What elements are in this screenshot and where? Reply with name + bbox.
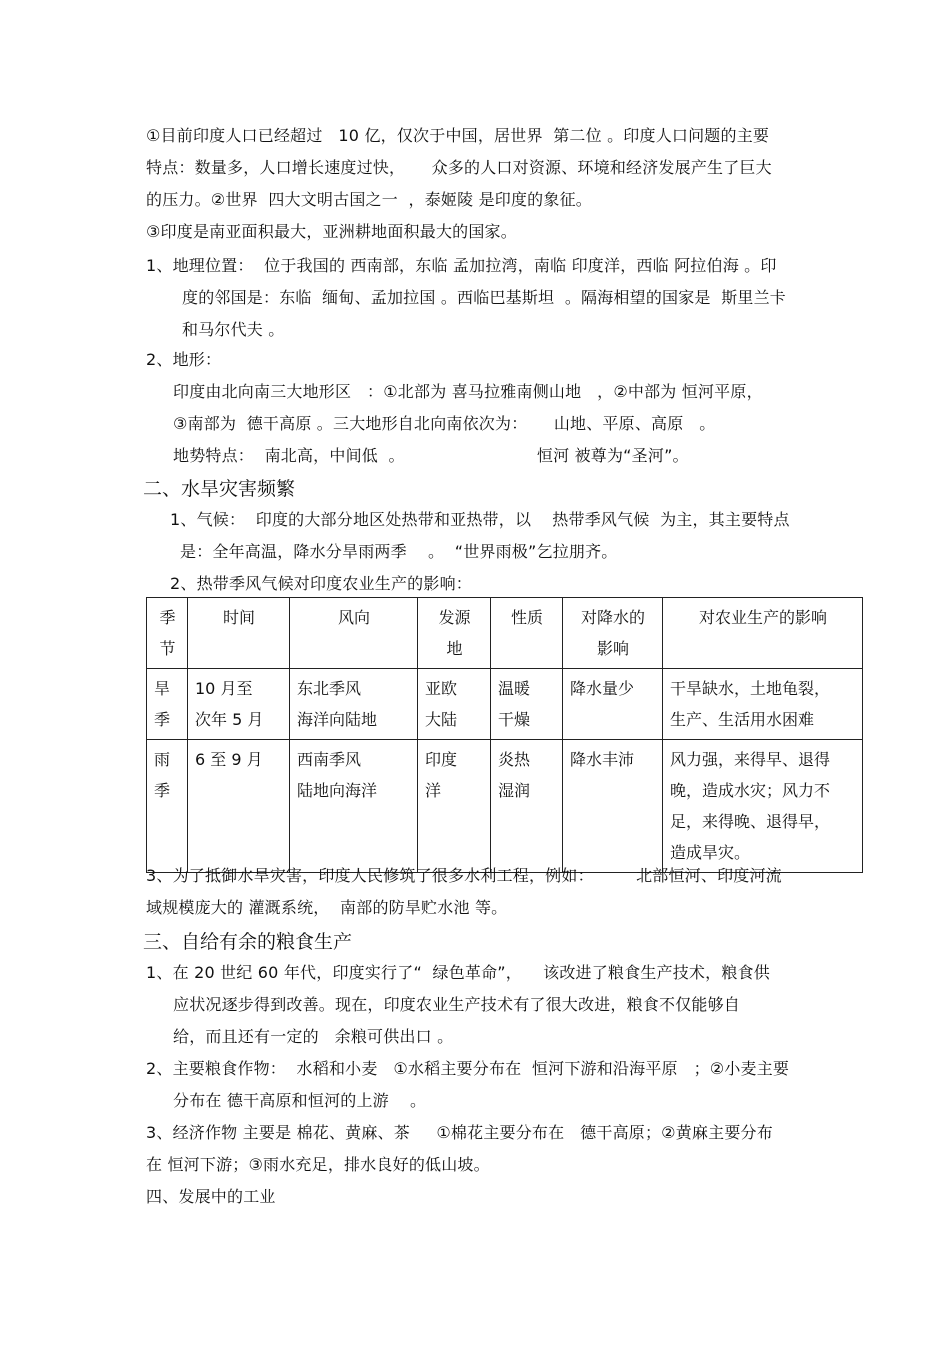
header-time: 时间 bbox=[188, 598, 290, 669]
cell-wind: 西南季风 陆地向海洋 bbox=[290, 740, 418, 873]
table-row bbox=[147, 740, 863, 873]
food-p2-line-2: 分布在 德干高原和恒河的上游 。 bbox=[173, 1091, 427, 1110]
climate-line-2: 是：全年高温，降水分旱雨两季 。 “世界雨极”乞拉朋齐。 bbox=[180, 542, 618, 561]
cell-time: 6 至 9 月 bbox=[188, 740, 290, 873]
terrain-line-1: 2、地形： bbox=[146, 350, 222, 369]
cell-rain-effect: 降水丰沛 bbox=[563, 740, 663, 873]
section-heading-3: 三、自给有余的粮食生产 bbox=[143, 931, 353, 953]
irrigation-line-2: 域规模庞大的 灌溉系统， 南部的防旱贮水池 等。 bbox=[146, 898, 508, 917]
header-wind: 风向 bbox=[290, 598, 418, 669]
food-p1-line-1: 1、在 20 世纪 60 年代，印度实行了“ 绿色革命”， 该改进了粮食生产技术，粮食供 bbox=[146, 963, 770, 982]
header-origin: 发源 地 bbox=[418, 598, 491, 669]
section-heading-4: 四、发展中的工业 bbox=[146, 1187, 276, 1206]
section-heading-2: 二、水旱灾害频繁 bbox=[143, 478, 296, 500]
header-agri-effect: 对农业生产的影响 bbox=[663, 598, 863, 669]
food-p3-line-2: 在 恒河下游；③雨水充足，排水良好的低山坡。 bbox=[146, 1155, 490, 1174]
climate-line-3: 2、热带季风气候对印度农业生产的影响： bbox=[170, 574, 472, 593]
header-nature: 性质 bbox=[491, 598, 563, 669]
intro-line-1: ①目前印度人口已经超过 10 亿，仅次于中国，居世界 第二位 。印度人口问题的主要 bbox=[146, 126, 770, 145]
intro-line-3: 的压力。②世界 四大文明古国之一 ，泰姬陵 是印度的象征。 bbox=[146, 190, 592, 209]
food-p2-line-1: 2、主要粮食作物： 水稻和小麦 ①水稻主要分布在 恒河下游和沿海平原 ；②小麦主要 bbox=[146, 1059, 790, 1078]
terrain-line-4: 地势特点： 南北高，中间低 。 恒河 被尊为“圣河”。 bbox=[173, 446, 689, 465]
cell-season: 雨 季 bbox=[147, 740, 188, 873]
header-rain-effect: 对降水的 影响 bbox=[563, 598, 663, 669]
food-p3-line-1: 3、经济作物 主要是 棉花、黄麻、茶 ①棉花主要分布在 德干高原；②黄麻主要分布 bbox=[146, 1123, 773, 1142]
table-header-row bbox=[147, 598, 863, 669]
terrain-line-2: 印度由北向南三大地形区 ：①北部为 喜马拉雅南侧山地 ，②中部为 恒河平原， bbox=[173, 382, 763, 401]
cell-origin: 亚欧 大陆 bbox=[418, 669, 491, 740]
location-line-3: 和马尔代夫 。 bbox=[182, 320, 285, 339]
location-line-2: 度的邻国是：东临 缅甸、孟加拉国 。西临巴基斯坦 。隔海相望的国家是 斯里兰卡 bbox=[182, 288, 787, 307]
terrain-line-3: ③南部为 德干高原 。三大地形自北向南依次为： 山地、平原、高原 。 bbox=[173, 414, 716, 433]
food-p1-line-3: 给，而且还有一定的 余粮可供出口 。 bbox=[173, 1027, 454, 1046]
monsoon-table bbox=[146, 597, 863, 873]
irrigation-line-1: 3、为了抵御水旱灾害，印度人民修筑了很多水利工程，例如： 北部恒河、印度河流 bbox=[146, 866, 782, 885]
cell-time: 10 月至 次年 5 月 bbox=[188, 669, 290, 740]
cell-wind: 东北季风 海洋向陆地 bbox=[290, 669, 418, 740]
location-line-1: 1、地理位置： 位于我国的 西南部，东临 孟加拉湾，南临 印度洋，西临 阿拉伯海 。印 bbox=[146, 256, 777, 275]
cell-season: 旱 季 bbox=[147, 669, 188, 740]
climate-line-1: 1、气候： 印度的大部分地区处热带和亚热带，以 热带季风气候 为主，其主要特点 bbox=[170, 510, 790, 529]
cell-nature: 温暖 干燥 bbox=[491, 669, 563, 740]
cell-origin: 印度 洋 bbox=[418, 740, 491, 873]
cell-agri-effect: 风力强，来得早、退得 晚，造成水灾；风力不 足，来得晚、退得早， 造成旱灾。 bbox=[663, 740, 863, 873]
intro-line-4: ③印度是南亚面积最大，亚洲耕地面积最大的国家。 bbox=[146, 222, 517, 241]
table-row bbox=[147, 669, 863, 740]
cell-rain-effect: 降水量少 bbox=[563, 669, 663, 740]
cell-agri-effect: 干旱缺水，土地龟裂， 生产、生活用水困难 bbox=[663, 669, 863, 740]
cell-nature: 炎热 湿润 bbox=[491, 740, 563, 873]
intro-line-2: 特点：数量多，人口增长速度过快， 众多的人口对资源、环境和经济发展产生了巨大 bbox=[146, 158, 772, 177]
food-p1-line-2: 应状况逐步得到改善。现在，印度农业生产技术有了很大改进，粮食不仅能够自 bbox=[173, 995, 741, 1014]
header-season: 季 节 bbox=[147, 598, 188, 669]
